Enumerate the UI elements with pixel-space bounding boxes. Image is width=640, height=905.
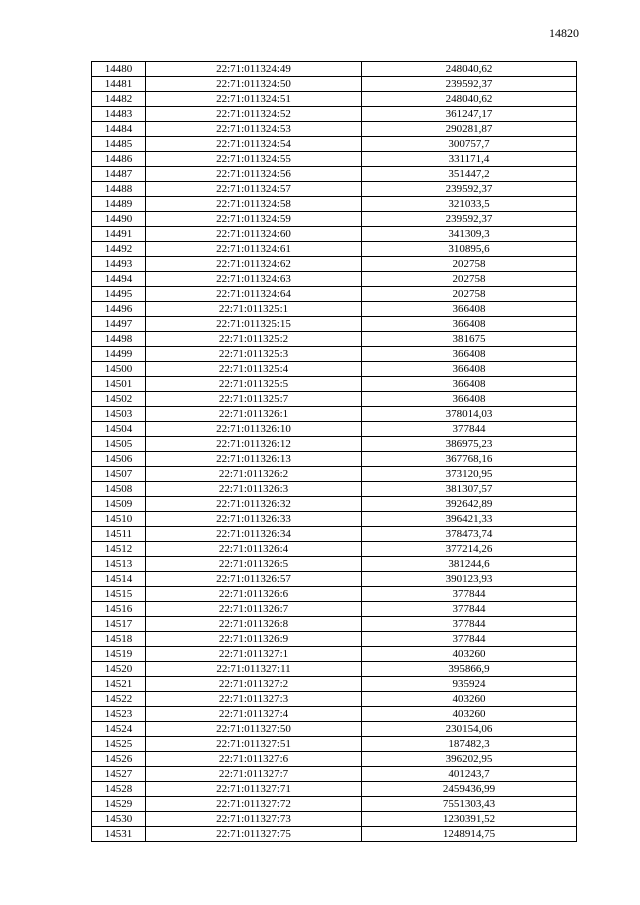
cadastral-number-cell: 22:71:011325:1 [146, 302, 362, 317]
cadastral-value-cell: 239592,37 [362, 77, 577, 92]
row-number-cell: 14500 [92, 362, 146, 377]
row-number-cell: 14511 [92, 527, 146, 542]
table-row [92, 137, 577, 152]
cadastral-value-cell: 403260 [362, 647, 577, 662]
cadastral-number-cell: 22:71:011327:4 [146, 707, 362, 722]
table-row [92, 512, 577, 527]
cadastral-number-cell: 22:71:011326:10 [146, 422, 362, 437]
cadastral-number-cell: 22:71:011324:64 [146, 287, 362, 302]
table-row [92, 77, 577, 92]
row-number-cell: 14518 [92, 632, 146, 647]
row-number-cell: 14516 [92, 602, 146, 617]
cadastral-number-cell: 22:71:011327:1 [146, 647, 362, 662]
row-number-cell: 14523 [92, 707, 146, 722]
table-row [92, 122, 577, 137]
cadastral-number-cell: 22:71:011324:55 [146, 152, 362, 167]
cadastral-number-cell: 22:71:011324:60 [146, 227, 362, 242]
row-number-cell: 14501 [92, 377, 146, 392]
cadastral-number-cell: 22:71:011327:3 [146, 692, 362, 707]
table-row [92, 557, 577, 572]
table-row [92, 242, 577, 257]
table-row [92, 422, 577, 437]
row-number-cell: 14482 [92, 92, 146, 107]
row-number-cell: 14492 [92, 242, 146, 257]
row-number-cell: 14529 [92, 797, 146, 812]
cadastral-value-cell: 392642,89 [362, 497, 577, 512]
row-number-cell: 14491 [92, 227, 146, 242]
table-row [92, 752, 577, 767]
cadastral-number-cell: 22:71:011325:2 [146, 332, 362, 347]
table-row [92, 152, 577, 167]
cadastral-number-cell: 22:71:011324:62 [146, 257, 362, 272]
cadastral-number-cell: 22:71:011326:1 [146, 407, 362, 422]
row-number-cell: 14496 [92, 302, 146, 317]
cadastral-value-cell: 290281,87 [362, 122, 577, 137]
cadastral-value-cell: 2459436,99 [362, 782, 577, 797]
row-number-cell: 14527 [92, 767, 146, 782]
cadastral-value-cell: 378014,03 [362, 407, 577, 422]
table-row [92, 617, 577, 632]
table-row [92, 767, 577, 782]
table-row [92, 707, 577, 722]
cadastral-number-cell: 22:71:011324:59 [146, 212, 362, 227]
cadastral-value-cell: 377844 [362, 602, 577, 617]
table-row [92, 692, 577, 707]
table-row [92, 722, 577, 737]
table-row [92, 167, 577, 182]
cadastral-value-cell: 366408 [362, 362, 577, 377]
table-row [92, 572, 577, 587]
cadastral-value-cell: 7551303,43 [362, 797, 577, 812]
row-number-cell: 14481 [92, 77, 146, 92]
row-number-cell: 14504 [92, 422, 146, 437]
cadastral-number-cell: 22:71:011325:5 [146, 377, 362, 392]
row-number-cell: 14513 [92, 557, 146, 572]
row-number-cell: 14498 [92, 332, 146, 347]
cadastral-value-cell: 361247,17 [362, 107, 577, 122]
table-row [92, 542, 577, 557]
table-row [92, 107, 577, 122]
cadastral-value-cell: 202758 [362, 272, 577, 287]
cadastral-number-cell: 22:71:011324:61 [146, 242, 362, 257]
table-row [92, 467, 577, 482]
cadastral-number-cell: 22:71:011326:32 [146, 497, 362, 512]
cadastral-value-cell: 377844 [362, 422, 577, 437]
cadastral-value-cell: 321033,5 [362, 197, 577, 212]
row-number-cell: 14502 [92, 392, 146, 407]
table-row [92, 812, 577, 827]
table-row [92, 407, 577, 422]
cadastral-number-cell: 22:71:011326:5 [146, 557, 362, 572]
cadastral-number-cell: 22:71:011326:57 [146, 572, 362, 587]
row-number-cell: 14507 [92, 467, 146, 482]
cadastral-value-cell: 300757,7 [362, 137, 577, 152]
cadastral-value-cell: 377844 [362, 617, 577, 632]
cadastral-number-cell: 22:71:011324:58 [146, 197, 362, 212]
cadastral-value-cell: 1230391,52 [362, 812, 577, 827]
cadastral-number-cell: 22:71:011326:7 [146, 602, 362, 617]
cadastral-value-cell: 395866,9 [362, 662, 577, 677]
row-number-cell: 14486 [92, 152, 146, 167]
row-number-cell: 14503 [92, 407, 146, 422]
cadastral-number-cell: 22:71:011327:7 [146, 767, 362, 782]
table-row [92, 227, 577, 242]
cadastral-number-cell: 22:71:011327:72 [146, 797, 362, 812]
row-number-cell: 14497 [92, 317, 146, 332]
table-row [92, 347, 577, 362]
cadastral-value-cell: 401243,7 [362, 767, 577, 782]
row-number-cell: 14514 [92, 572, 146, 587]
cadastral-value-cell: 935924 [362, 677, 577, 692]
cadastral-value-cell: 310895,6 [362, 242, 577, 257]
cadastral-value-cell: 403260 [362, 707, 577, 722]
table-row [92, 647, 577, 662]
cadastral-number-cell: 22:71:011327:51 [146, 737, 362, 752]
table-row [92, 497, 577, 512]
cadastral-number-cell: 22:71:011327:2 [146, 677, 362, 692]
table-row [92, 602, 577, 617]
cadastral-value-cell: 239592,37 [362, 182, 577, 197]
cadastral-number-cell: 22:71:011324:50 [146, 77, 362, 92]
table-body [92, 62, 577, 842]
row-number-cell: 14510 [92, 512, 146, 527]
table-row [92, 392, 577, 407]
cadastral-number-cell: 22:71:011327:71 [146, 782, 362, 797]
cadastral-number-cell: 22:71:011326:9 [146, 632, 362, 647]
cadastral-value-cell: 377844 [362, 587, 577, 602]
cadastral-value-cell: 378473,74 [362, 527, 577, 542]
cadastral-value-cell: 230154,06 [362, 722, 577, 737]
row-number-cell: 14489 [92, 197, 146, 212]
table-row [92, 197, 577, 212]
table-row [92, 737, 577, 752]
table-row [92, 782, 577, 797]
cadastral-value-cell: 351447,2 [362, 167, 577, 182]
table-row [92, 437, 577, 452]
cadastral-number-cell: 22:71:011326:13 [146, 452, 362, 467]
table-row [92, 92, 577, 107]
cadastral-number-cell: 22:71:011327:50 [146, 722, 362, 737]
table-row [92, 257, 577, 272]
cadastral-value-cell: 341309,3 [362, 227, 577, 242]
table-row [92, 662, 577, 677]
row-number-cell: 14506 [92, 452, 146, 467]
row-number-cell: 14499 [92, 347, 146, 362]
table-row [92, 587, 577, 602]
cadastral-number-cell: 22:71:011327:73 [146, 812, 362, 827]
cadastral-value-cell: 396202,95 [362, 752, 577, 767]
cadastral-value-cell: 248040,62 [362, 92, 577, 107]
cadastral-value-cell: 377844 [362, 632, 577, 647]
page-number: 14820 [549, 26, 579, 40]
cadastral-value-cell: 381675 [362, 332, 577, 347]
cadastral-value-cell: 390123,93 [362, 572, 577, 587]
row-number-cell: 14508 [92, 482, 146, 497]
cadastral-value-cell: 1248914,75 [362, 827, 577, 842]
table-row [92, 827, 577, 842]
table-row [92, 362, 577, 377]
row-number-cell: 14528 [92, 782, 146, 797]
row-number-cell: 14522 [92, 692, 146, 707]
table-row [92, 527, 577, 542]
row-number-cell: 14512 [92, 542, 146, 557]
cadastral-number-cell: 22:71:011326:8 [146, 617, 362, 632]
row-number-cell: 14517 [92, 617, 146, 632]
cadastral-value-cell: 248040,62 [362, 62, 577, 77]
cadastral-value-cell: 403260 [362, 692, 577, 707]
row-number-cell: 14488 [92, 182, 146, 197]
row-number-cell: 14480 [92, 62, 146, 77]
cadastral-value-cell: 366408 [362, 347, 577, 362]
row-number-cell: 14515 [92, 587, 146, 602]
row-number-cell: 14520 [92, 662, 146, 677]
cadastral-value-cell: 396421,33 [362, 512, 577, 527]
cadastral-value-cell: 367768,16 [362, 452, 577, 467]
row-number-cell: 14526 [92, 752, 146, 767]
row-number-cell: 14519 [92, 647, 146, 662]
table-row [92, 302, 577, 317]
cadastral-value-table [91, 61, 577, 842]
row-number-cell: 14494 [92, 272, 146, 287]
table-row [92, 182, 577, 197]
cadastral-value-cell: 187482,3 [362, 737, 577, 752]
table-row [92, 332, 577, 347]
cadastral-value-cell: 366408 [362, 377, 577, 392]
cadastral-value-cell: 381244,6 [362, 557, 577, 572]
table-row [92, 797, 577, 812]
cadastral-value-cell: 366408 [362, 302, 577, 317]
cadastral-number-cell: 22:71:011324:57 [146, 182, 362, 197]
table-row [92, 317, 577, 332]
cadastral-value-cell: 366408 [362, 317, 577, 332]
table-row [92, 272, 577, 287]
row-number-cell: 14490 [92, 212, 146, 227]
row-number-cell: 14495 [92, 287, 146, 302]
row-number-cell: 14505 [92, 437, 146, 452]
cadastral-value-cell: 239592,37 [362, 212, 577, 227]
table-row [92, 677, 577, 692]
row-number-cell: 14483 [92, 107, 146, 122]
cadastral-number-cell: 22:71:011327:75 [146, 827, 362, 842]
cadastral-number-cell: 22:71:011325:7 [146, 392, 362, 407]
row-number-cell: 14484 [92, 122, 146, 137]
row-number-cell: 14485 [92, 137, 146, 152]
row-number-cell: 14487 [92, 167, 146, 182]
table-row [92, 212, 577, 227]
cadastral-number-cell: 22:71:011326:34 [146, 527, 362, 542]
cadastral-number-cell: 22:71:011324:63 [146, 272, 362, 287]
cadastral-number-cell: 22:71:011325:4 [146, 362, 362, 377]
table-row [92, 632, 577, 647]
table-row [92, 452, 577, 467]
cadastral-number-cell: 22:71:011326:4 [146, 542, 362, 557]
cadastral-number-cell: 22:71:011324:56 [146, 167, 362, 182]
cadastral-number-cell: 22:71:011324:54 [146, 137, 362, 152]
row-number-cell: 14521 [92, 677, 146, 692]
cadastral-number-cell: 22:71:011326:3 [146, 482, 362, 497]
cadastral-number-cell: 22:71:011326:12 [146, 437, 362, 452]
cadastral-number-cell: 22:71:011324:51 [146, 92, 362, 107]
cadastral-number-cell: 22:71:011327:11 [146, 662, 362, 677]
row-number-cell: 14493 [92, 257, 146, 272]
row-number-cell: 14531 [92, 827, 146, 842]
table-row [92, 377, 577, 392]
cadastral-value-cell: 377214,26 [362, 542, 577, 557]
row-number-cell: 14509 [92, 497, 146, 512]
cadastral-value-cell: 373120,95 [362, 467, 577, 482]
cadastral-value-cell: 331171,4 [362, 152, 577, 167]
cadastral-value-cell: 202758 [362, 257, 577, 272]
row-number-cell: 14530 [92, 812, 146, 827]
cadastral-number-cell: 22:71:011326:33 [146, 512, 362, 527]
cadastral-value-cell: 366408 [362, 392, 577, 407]
row-number-cell: 14524 [92, 722, 146, 737]
cadastral-number-cell: 22:71:011327:6 [146, 752, 362, 767]
table-row [92, 482, 577, 497]
cadastral-number-cell: 22:71:011324:49 [146, 62, 362, 77]
cadastral-number-cell: 22:71:011325:15 [146, 317, 362, 332]
cadastral-number-cell: 22:71:011324:53 [146, 122, 362, 137]
row-number-cell: 14525 [92, 737, 146, 752]
cadastral-value-cell: 386975,23 [362, 437, 577, 452]
table-row [92, 287, 577, 302]
cadastral-value-cell: 202758 [362, 287, 577, 302]
cadastral-number-cell: 22:71:011326:6 [146, 587, 362, 602]
table-row [92, 62, 577, 77]
cadastral-value-cell: 381307,57 [362, 482, 577, 497]
cadastral-number-cell: 22:71:011324:52 [146, 107, 362, 122]
cadastral-number-cell: 22:71:011326:2 [146, 467, 362, 482]
cadastral-number-cell: 22:71:011325:3 [146, 347, 362, 362]
